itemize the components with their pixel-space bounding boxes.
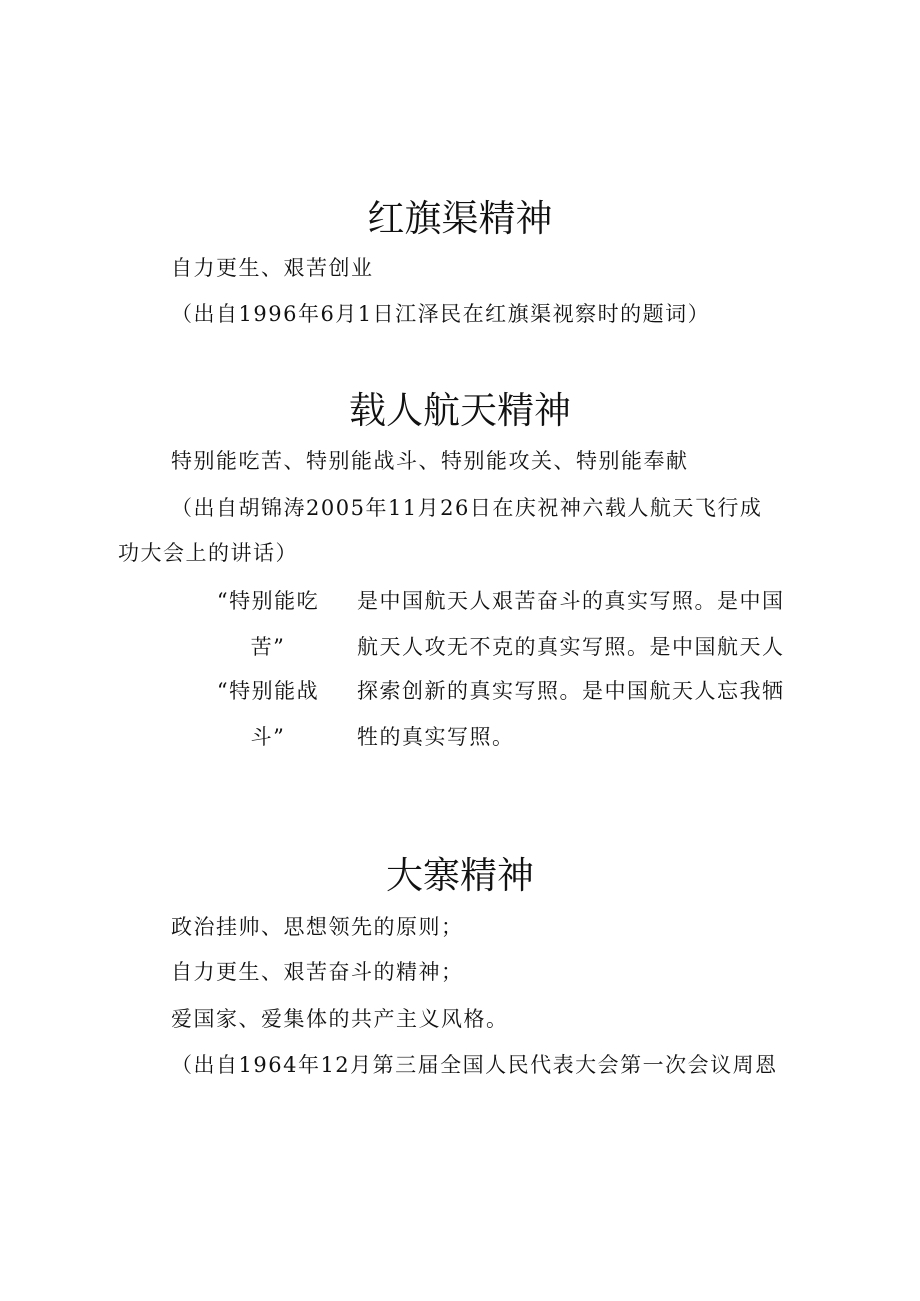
dazhai-line2: 自力更生、艰苦奋斗的精神； (171, 960, 464, 984)
section-title-dazhai: 大寨精神 (386, 854, 534, 897)
space-source-line1: （出自胡锦涛2005年11月26日在庆祝神六载人航天飞行成 (171, 496, 763, 520)
dazhai-source: （出自1964年12月第三届全国人民代表大会第一次会议周恩 (171, 1053, 778, 1077)
space-desc-line1: 是中国航天人艰苦奋斗的真实写照。是中国 (357, 589, 785, 613)
hongqiqu-source: （出自1996年6月1日江泽民在红旗渠视察时的题词） (171, 302, 711, 326)
space-desc-line3: 探索创新的真实写照。是中国航天人忘我牺 (357, 679, 785, 703)
label-zhandou-line1: “特别能战 (216, 679, 320, 703)
hongqiqu-motto: 自力更生、艰苦创业 (171, 256, 374, 280)
space-desc-line4: 牲的真实写照。 (357, 725, 515, 749)
space-desc-line2: 航天人攻无不克的真实写照。是中国航天人 (357, 635, 785, 659)
label-zhandou-line2: 斗” (250, 725, 286, 749)
space-motto: 特别能吃苦、特别能战斗、特别能攻关、特别能奉献 (171, 449, 689, 473)
label-chiku-line2: 苦” (250, 635, 286, 659)
label-chiku-line1: “特别能吃 (216, 589, 320, 613)
dazhai-line1: 政治挂帅、思想领先的原则； (171, 915, 464, 939)
space-source-line2: 功大会上的讲话） (118, 541, 298, 565)
section-title-space: 载人航天精神 (349, 389, 571, 432)
dazhai-line3: 爱国家、爱集体的共产主义风格。 (171, 1007, 509, 1031)
section-title-hongqiqu: 红旗渠精神 (367, 197, 553, 240)
